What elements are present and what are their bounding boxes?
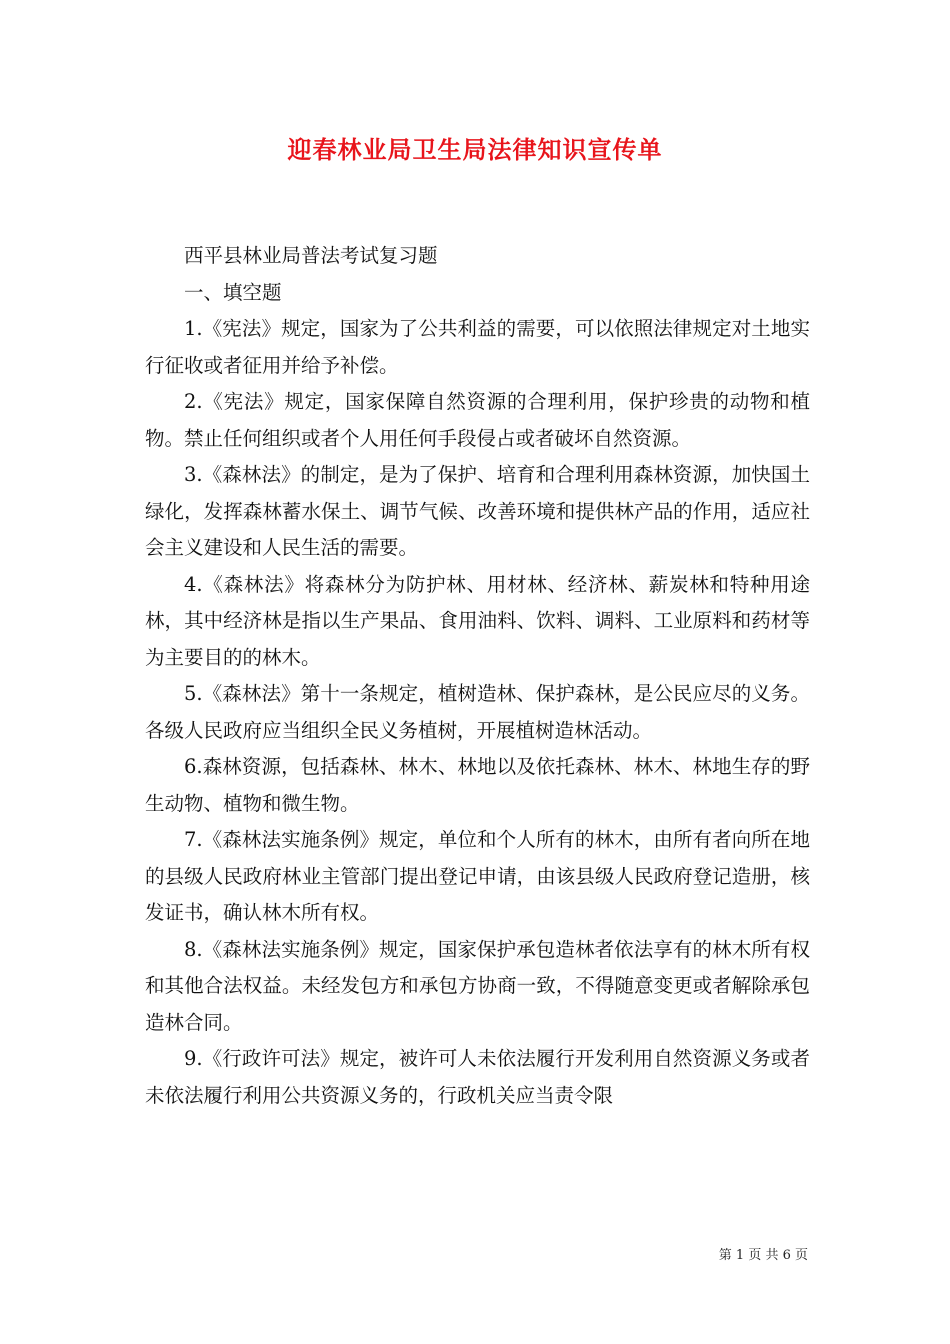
document-title: 迎春林业局卫生局法律知识宣传单	[287, 136, 663, 164]
list-item: 2.《宪法》规定，国家保障自然资源的合理利用，保护珍贵的动物和植物。禁止任何组织或者个人用任何手段侵占或者破坏自然资源。	[145, 390, 810, 450]
list-item: 6.森林资源，包括森林、林木、林地以及依托森林、林木、林地生存的野生动物、植物和微生物。	[145, 755, 810, 815]
list-item: 5.《森林法》第十一条规定，植树造林、保护森林，是公民应尽的义务。各级人民政府应当组织全民义务植树，开展植树造林活动。	[145, 682, 810, 742]
section-heading: 一、填空题	[184, 280, 282, 304]
page-number: 第 1 页 共 6 页	[718, 1248, 808, 1263]
document-body	[145, 238, 810, 1114]
list-item: 9.《行政许可法》规定，被许可人未依法履行开发利用自然资源义务或者未依法履行利用公共资源义务的，行政机关应当责令限	[145, 1047, 810, 1107]
document-subtitle: 西平县林业局普法考试复习题	[184, 244, 438, 267]
list-item: 4.《森林法》将森林分为防护林、用材林、经济林、薪炭林和特种用途林，其中经济林是指以生产果品、食用油料、饮料、调料、工业原料和药材等为主要目的的林木。	[145, 572, 810, 669]
list-item: 7.《森林法实施条例》规定，单位和个人所有的林木，由所有者向所在地的县级人民政府林业主管部门提出登记申请，由该县级人民政府登记造册，核发证书，确认林木所有权。	[145, 828, 810, 924]
list-item: 3.《森林法》的制定，是为了保护、培育和合理利用森林资源，加快国土绿化，发挥森林蓄水保土、调节气候、改善环境和提供林产品的作用，适应社会主义建设和人民生活的需要。	[145, 463, 810, 559]
list-item: 8.《森林法实施条例》规定，国家保护承包造林者依法享有的林木所有权和其他合法权益。未经发包方和承包方协商一致，不得随意变更或者解除承包造林合同。	[145, 937, 810, 1034]
list-item: 1.《宪法》规定，国家为了公共利益的需要，可以依照法律规定对土地实行征收或者征用并给予补偿。	[145, 317, 810, 377]
